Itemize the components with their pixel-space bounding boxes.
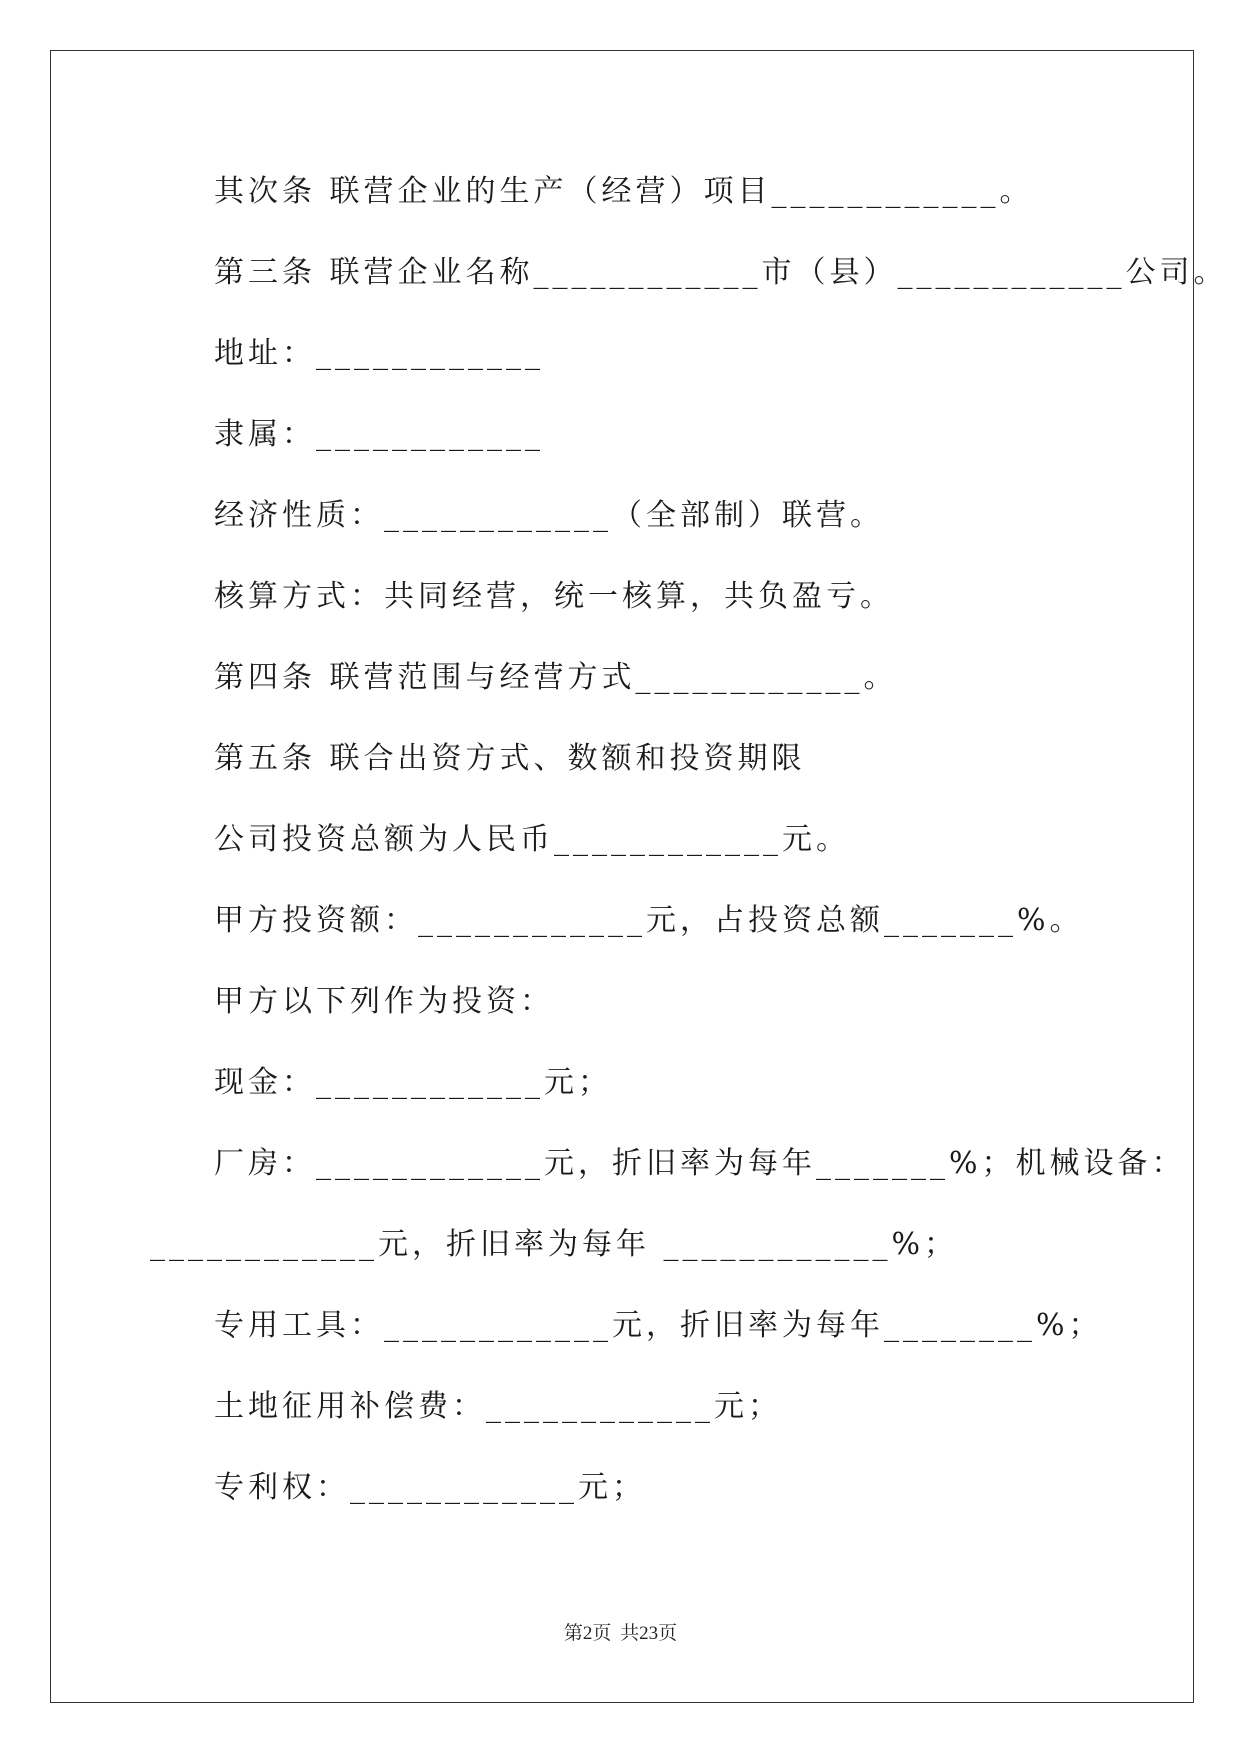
page-border	[50, 50, 1194, 1703]
clause-2-production-project: 其次条 联营企业的生产（经营）项目____________。	[214, 174, 1034, 209]
cash-line: 现金：____________元；	[214, 1065, 612, 1100]
page-total: 共23页	[620, 1623, 678, 1644]
page-number: 第2页	[563, 1623, 612, 1644]
total-investment-line: 公司投资总额为人民币____________元。	[214, 822, 850, 857]
party-a-investment-line: 甲方投资额：____________元，占投资总额_______%。	[214, 903, 1084, 938]
special-tools-line: 专用工具：____________元，折旧率为每年________%；	[214, 1308, 1103, 1343]
page-footer	[0, 1622, 1241, 1646]
address-line: 地址：____________	[214, 336, 544, 371]
party-a-items-heading: 甲方以下列作为投资：	[214, 984, 554, 1019]
factory-building-line: 厂房：____________元，折旧率为每年_______%；机械设备：	[214, 1146, 1186, 1181]
affiliation-line: 隶属：____________	[214, 417, 544, 452]
machinery-continuation-line: ____________元，折旧率为每年 ____________%；	[150, 1227, 959, 1262]
clause-5-heading: 第五条 联合出资方式、数额和投资期限	[214, 741, 806, 776]
accounting-method-line: 核算方式：共同经营，统一核算，共负盈亏。	[214, 579, 894, 614]
clause-4-scope-line: 第四条 联营范围与经营方式____________。	[214, 660, 898, 695]
clause-3-enterprise-name: 第三条 联营企业名称____________市（县）____________公司。	[214, 255, 1228, 290]
land-compensation-line: 土地征用补偿费：____________元；	[214, 1389, 782, 1424]
patent-line: 专利权：____________元；	[214, 1470, 646, 1505]
economic-nature-line: 经济性质：____________（全部制）联营。	[214, 498, 884, 533]
